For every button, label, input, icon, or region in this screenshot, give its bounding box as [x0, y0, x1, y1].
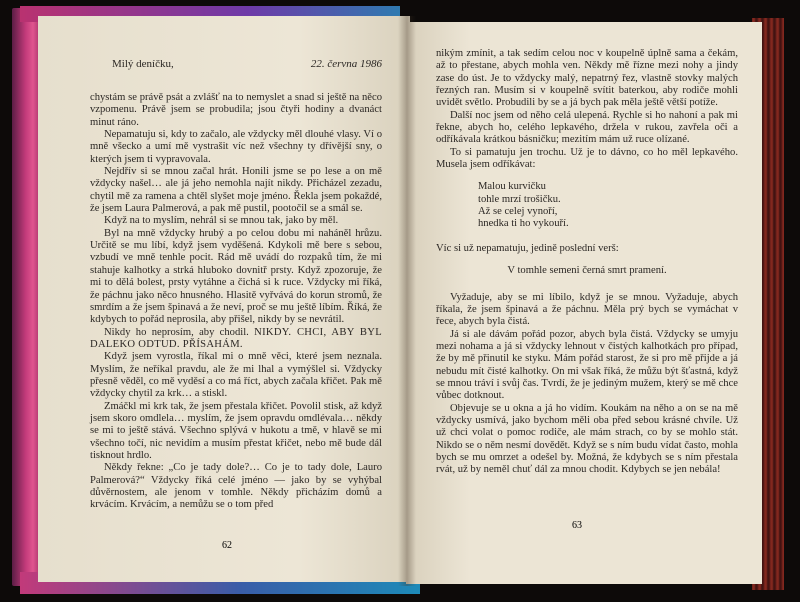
- paragraph: Zmáčkl mi krk tak, že jsem přestala křičet. Povolil stisk, až když jsem skoro omdlela… myslím, že jsem opravdu omdlévala… někdy se mi to ještě stává. Všechno splývá v hukotu a tmě, v hlavě se mi všechno točí, nic nevidím a musím přestat křičet, nebo mě bude dál tisknout hrdlo.: [90, 400, 382, 461]
- paragraph: Další noc jsem od něho celá ulepená. Rychle si ho nahoní a pak mi řekne, abych ho, celého lepkavého, držela v rukou, zavřela oči a odříkávala krátkou básničku; mezitím mám už ruce olízané.: [436, 109, 738, 146]
- right-page-text: [436, 48, 738, 477]
- poem-line: tohle mrzí trošičku.: [478, 193, 561, 205]
- salutation: Milý deníčku,: [112, 58, 174, 70]
- poem: [478, 181, 738, 230]
- paragraph: Víc si už nepamatuju, jedině poslední verš:: [436, 242, 619, 254]
- page-number-left: 62: [222, 540, 232, 551]
- paragraph: Objevuje se u okna a já ho vidím. Koukám na něho a on se na mě vždycky usmívá, jako bychom měli oba před sebou krásné chvíle. Už už chci volat o pomoc rodiče, ale mám strach, co by se mohlo stát. Nikdo se o něm nesmí dovědět. Když se s ním budu vídat často, mohla bych se mu omrzet a odešel by. Možná, že kdybych se s ním přestala rvát, už by neměl chuť dál za mnou chodit. Kdybych se jen nebála!: [436, 402, 738, 476]
- paragraph: [90, 327, 382, 352]
- paragraph: Nepamatuju si, kdy to začalo, ale vždycky měl dlouhé vlasy. Ví o mně všecko a umí mě vystrašit víc než všechny ty dřívější sny, o kterých jsem ti vypravovala.: [90, 129, 382, 165]
- paragraph: Když jsem vyrostla, říkal mi o mně věci, které jsem neznala. Myslím, že neříkal pravdu, ale že mi lhal a vymýšlel si. Vždycky přesně věděl, co mě vyděsí a co má říct, abych začala křičet. Pak mě vždycky chytil za krk… a stiskl.: [90, 351, 382, 400]
- poem-line: Až se celej vynoří,: [478, 206, 558, 218]
- paragraph: To si pamatuju jen trochu. Už je to dávno, co ho měl lepkavého. Musela jsem odříkávat:: [436, 146, 738, 171]
- left-page: [38, 16, 410, 582]
- letter-heading: [112, 58, 382, 70]
- poem-line: hnedka ti ho vykouří.: [478, 218, 569, 230]
- book-gutter-shadow: [398, 16, 416, 586]
- paragraph: Byl na mně vždycky hrubý a po celou dobu mi naháněl hrůzu. Určitě se mu líbí, když jsem vyděšená. Kdykoli mě bere s sebou, vzbudí ve mně tenhle pocit. Rád mě uvádí do rozpaků tím, že mi stahuje kalhotky a strká hluboko dovnitř prsty. Když zpozoruje, že mi to dělá bolest, prsty vytáhne a čichá si k ruce. Vždycky mi říká, že páchnu jako něco hnusného. Hlasitě vyřvává do korun stromů, že smrdím a že jsem špinavá a že neví, proč se mu ještě líbím. Říká, že kdybych to pořád neprosila, aby přišel, nikdy by se nevrátil.: [90, 227, 382, 326]
- emphasized-sentence: NIKDY. CHCI, ABY BYL DALEKO ODTUD. PŘÍSAHÁM.: [90, 326, 382, 350]
- paragraph: Vyžaduje, aby se mi líbilo, když je se mnou. Vyžaduje, abych říkala, že jsem špinavá a že páchnu. Měla prý bych se vymáchat v řece, abych byla čistá.: [436, 291, 738, 328]
- right-page: [406, 22, 762, 584]
- sentence: Nikdy ho neprosím, aby chodil.: [104, 326, 249, 338]
- page-number-right: 63: [572, 520, 582, 531]
- paragraph: Já si ale dávám pořád pozor, abych byla čistá. Vždycky se umyju mezi nohama a já si vždycky lehnout v čistých kalhotkách pro případ, že by mě přinutil ke styku. Mám pořád starost, že si pro mě přijde a já nebudu mít čisté kalhotky. On mi však říká, že můžu být šťastná, když se mnou tráví i svůj čas. Tvrdí, že je jediným mužem, který se mě chce vůbec dotknout.: [436, 328, 738, 402]
- paragraph: nikým zmínit, a tak sedím celou noc v koupelně úplně sama a čekám, až to přestane, abych mohla ven. Někdy mě řízne mezi nohy a jindy zase do úst. Je to vždycky malý, nepatrný řez, vlastně stovky malých řezných ran. Musím si v koupelně svítit baterkou, aby rodiče mohli uvidět světlo. Probudili by se a já bych pak měla ještě větší potíže.: [436, 48, 738, 109]
- diary-date: 22. června 1986: [310, 58, 382, 70]
- paragraph: Někdy řekne: „Co je tady dole?… Co je to tady dole, Lauro Palmerová?“ Vždycky říká celé jméno — jako by se vyhýbal důvěrnostem, ale jenom v tomhle. Někdy přicházím domů a krvácím. Krvácím, a nemůžu se o tom před: [90, 462, 382, 511]
- poem-line: Malou kurvičku: [478, 181, 546, 193]
- left-page-text: [90, 92, 382, 512]
- paragraph: Když na to myslím, nehrál si se mnou tak, jako by měl.: [104, 215, 339, 227]
- paragraph: chystám se právě psát a zvlášť na to nemyslet a snad si ještě na něco vzpomenu. Právě jsem se probudila; jsou čtyři hodiny a dvanáct minut ráno.: [90, 92, 382, 128]
- last-verse: V tomhle semeni černá smrt pramení.: [507, 265, 667, 277]
- paragraph: Nejdřív si se mnou začal hrát. Honili jsme se po lese a on mě vždycky našel… ale já jeho nemohla najít nikdy. Přicházel zezadu, chytil mě za ramena a chtěl slyšet moje jméno. Řekla jsem pokaždé, že jsem Laura Palmerová, a pak mě pustil, pootočil se a smál se.: [90, 166, 382, 215]
